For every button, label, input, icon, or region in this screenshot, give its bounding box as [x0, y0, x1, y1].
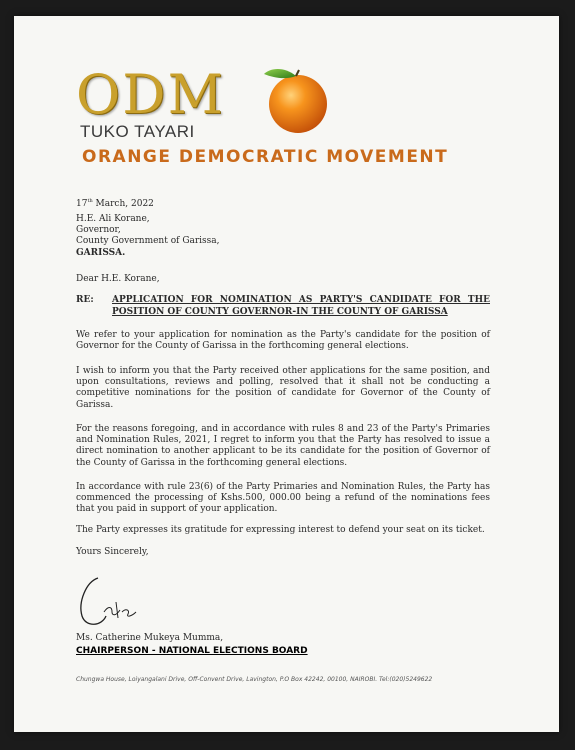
signatory-name: Ms. Catherine Mukeya Mumma, — [76, 633, 224, 643]
recipient-town: GARISSA. — [76, 247, 126, 258]
recipient-organization: County Government of Garissa, — [76, 236, 220, 247]
salutation: Dear H.E. Korane, — [76, 274, 160, 284]
subject-line: APPLICATION FOR NOMINATION AS PARTY'S CANDIDATE FOR THE POSITION OF COUNTY GOVERNOR-IN THE COUNTY OF GARISSA — [112, 295, 490, 317]
recipient-address — [76, 214, 220, 259]
body-paragraph-1: We refer to your application for nomination as the Party's candidate for the position of Governor for the County of Garissa in the forthcoming general elections. — [76, 330, 490, 352]
handwritten-signature — [76, 572, 156, 632]
footer-address: Chungwa House, Loiyangalani Drive, Off-Convent Drive, Lavington, P.O Box 42242, 00100, NAIROBI. Tel:(020)5249622 — [76, 676, 433, 683]
letter-date: 17th March, 2022 — [76, 198, 154, 209]
body-paragraph-4: In accordance with rule 23(6) of the Party Primaries and Nomination Rules, the Party has commenced the processing of Kshs.500, 000.00 being a refund of the nominations fees that you paid in support of your application. — [76, 482, 490, 515]
logo-slogan: TUKO TAYARI — [80, 122, 195, 141]
subject-label: RE: — [76, 295, 94, 305]
recipient-title: Governor, — [76, 225, 121, 236]
body-paragraph-2: I wish to inform you that the Party received other applications for the same position, and upon consultations, reviews and polling, resolved that it shall not be conducting a competitive nominations for the position of candidate for Governor of the County of Garissa. — [76, 366, 490, 410]
body-paragraph-5: The Party expresses its gratitude for expressing interest to defend your seat on its ticket. — [76, 525, 485, 535]
recipient-name: H.E. Ali Korane, — [76, 214, 150, 224]
organization-name: ORANGE DEMOCRATIC MOVEMENT — [82, 147, 449, 167]
logo-wordmark: ODM — [76, 63, 225, 126]
closing: Yours Sincerely, — [76, 547, 149, 557]
body-paragraph-3: For the reasons foregoing, and in accordance with rules 8 and 23 of the Party's Primaries and Nomination Rules, 2021, I regret to inform you that the Party has resolved to issue a direct nomination to another applicant to be its candidate for the position of Governor of the County of Garissa in the forthcoming general elections. — [76, 424, 490, 468]
orange-fruit-icon — [246, 64, 338, 134]
letter-page — [14, 16, 559, 732]
signatory-title: CHAIRPERSON - NATIONAL ELECTIONS BOARD — [76, 646, 308, 656]
